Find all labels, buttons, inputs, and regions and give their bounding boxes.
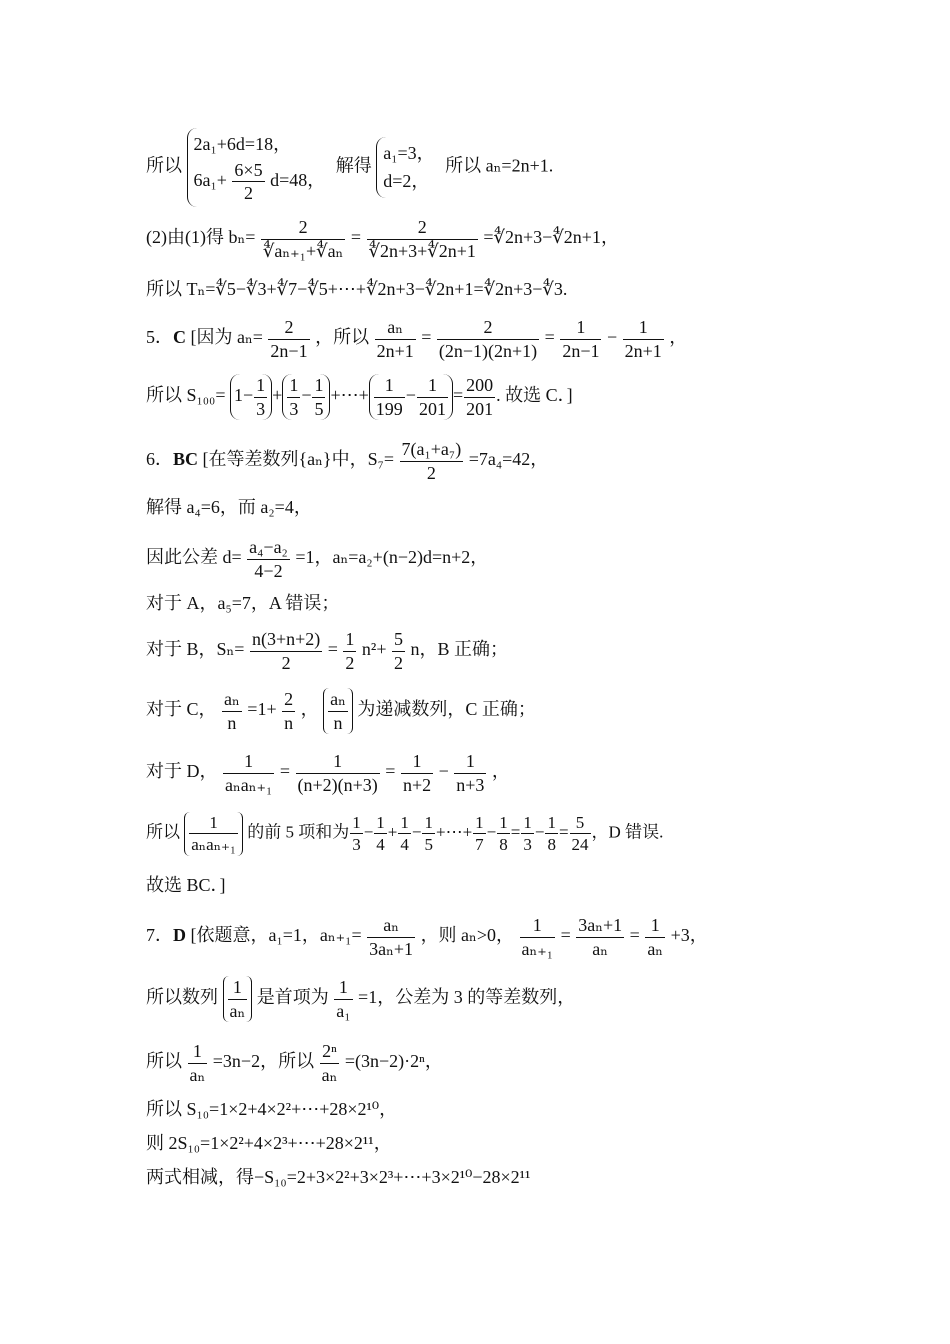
line-common-difference: [146, 536, 488, 582]
numerator: 1: [400, 813, 409, 832]
equation: 2a₁+6d=18，: [193, 134, 292, 154]
line-conclusion-6: 故选 BC．]: [146, 875, 226, 895]
denominator: n: [222, 711, 242, 735]
denominator: 8: [547, 835, 556, 855]
denominator: 4−2: [247, 559, 290, 583]
denominator: ∜2n+3+∜2n+1: [368, 240, 476, 261]
line-first-five-sum: [146, 812, 663, 856]
denominator: aₙ: [321, 1064, 338, 1085]
denominator: aₙ₊₁: [521, 938, 554, 959]
text: =∜2n+3−∜2n+1，: [483, 227, 619, 248]
line-question-7: [146, 914, 708, 960]
text: =: [544, 327, 555, 348]
fraction: [254, 374, 267, 420]
set-braces: [323, 688, 353, 734]
denominator: 2: [400, 461, 464, 485]
numerator: 1: [412, 751, 422, 771]
denominator: ∜aₙ₊₁+∜aₙ: [262, 240, 344, 261]
fraction: [223, 750, 274, 796]
set-braces: [184, 812, 243, 856]
line-general-term: [146, 1040, 443, 1086]
fraction: [188, 1040, 208, 1086]
numerator: 2ⁿ: [322, 1041, 337, 1061]
denominator: (2n−1)(2n+1): [438, 340, 538, 361]
fraction: [250, 628, 322, 674]
fraction: [400, 438, 464, 484]
denominator: n: [328, 711, 348, 735]
fraction: [282, 688, 295, 734]
fraction: [398, 812, 411, 856]
text: 是首项为: [256, 987, 329, 1008]
numerator: 1: [384, 375, 394, 395]
text: ，: [669, 327, 688, 348]
equation-system: [187, 128, 332, 207]
denominator: aₙaₙ₊₁: [191, 835, 236, 855]
line-bn-definition: [146, 216, 619, 262]
fraction: [401, 750, 433, 796]
denominator: 2n+1: [376, 340, 414, 361]
denominator: 2: [232, 181, 264, 205]
text: =1+: [247, 699, 277, 720]
text: =: [385, 761, 396, 782]
fraction: [312, 374, 325, 420]
fraction: [320, 1040, 340, 1086]
numerator: 2: [483, 317, 493, 337]
parenthesis-group: [282, 374, 330, 420]
numerator: 1: [376, 813, 385, 832]
fraction: [576, 914, 624, 960]
numerator: 1: [244, 751, 254, 771]
numerator: 1: [576, 317, 586, 337]
denominator: 3aₙ+1: [369, 938, 414, 959]
numerator: 1: [352, 813, 361, 832]
text: =: [629, 925, 640, 946]
numerator: 1: [424, 813, 433, 832]
numerator: a₄−a₂: [249, 537, 288, 557]
denominator: 2: [345, 652, 355, 673]
fraction: [645, 914, 665, 960]
denominator: 3: [289, 398, 299, 419]
text: +3，: [670, 925, 708, 946]
fraction: [247, 536, 290, 582]
denominator: aₙ: [229, 1000, 246, 1021]
text: −: [486, 822, 497, 842]
numerator: 3aₙ+1: [578, 915, 623, 935]
numerator: 1: [333, 751, 343, 771]
line-system-equations: [146, 128, 553, 207]
text: =: [558, 822, 569, 842]
numerator: 1: [256, 375, 266, 395]
equation: a₁=3，: [383, 142, 435, 163]
fraction: [228, 976, 248, 1022]
fraction: [350, 812, 363, 856]
question-number: 6．: [146, 449, 173, 470]
fraction: [375, 316, 416, 362]
denominator: aₙ: [647, 938, 664, 959]
numerator: 1: [314, 375, 324, 395]
numerator: 1: [547, 813, 556, 832]
numerator: 1: [427, 375, 437, 395]
denominator: aₙ: [576, 937, 624, 961]
parenthesis-group: [369, 374, 453, 420]
text: =: [421, 327, 432, 348]
solution-system: [376, 137, 440, 199]
text: =7a₄=42，: [468, 449, 549, 470]
numerator: 1: [289, 375, 299, 395]
text: −: [606, 327, 618, 348]
text: 因此公差 d=: [146, 547, 242, 568]
text: −: [411, 822, 422, 842]
denominator: 3: [523, 835, 532, 855]
denominator: 4: [400, 835, 409, 855]
line-question-5: [146, 316, 687, 362]
line-s100: [146, 374, 573, 420]
fraction: [296, 750, 380, 796]
text: [依题意，a₁=1，aₙ₊₁=: [190, 925, 362, 946]
fraction: [417, 374, 448, 420]
denominator: 2: [250, 651, 322, 675]
text: . 故选 C．]: [496, 385, 573, 406]
denominator: (n+2)(n+3): [297, 774, 378, 795]
numerator: 1: [650, 915, 660, 935]
fraction: [261, 216, 345, 262]
fraction: [454, 750, 486, 796]
text: =1，公差为 3 的等差数列，: [358, 987, 576, 1008]
text: −: [363, 822, 374, 842]
numerator: 1: [192, 1041, 202, 1061]
text: −: [534, 822, 545, 842]
text: 对于 B，Sₙ=: [146, 639, 245, 660]
fraction: [560, 316, 601, 362]
numerator: 7(a₁+a₇): [401, 439, 462, 459]
denominator: n+3: [456, 774, 485, 795]
denominator: 2: [393, 652, 403, 673]
text: =3n−2，所以: [212, 1051, 315, 1072]
text: ，: [300, 699, 319, 720]
denominator: 5: [424, 835, 433, 855]
line-subtraction: 两式相减，得−S₁₀=2+3×2²+3×2³+⋯+3×2¹⁰−28×2¹¹: [146, 1167, 531, 1187]
text: =1，aₙ=a₂+(n−2)d=n+2，: [295, 547, 489, 568]
fraction: [374, 812, 387, 856]
fraction: [623, 316, 664, 362]
denominator: n+2: [402, 774, 432, 795]
line-option-c: [146, 688, 536, 734]
line-tn-sum: 所以 Tₙ=∜5−∜3+∜7−∜5+⋯+∜2n+3−∜2n+1=∜2n+3−∜3.: [146, 279, 568, 299]
text: 所以数列: [146, 987, 218, 1008]
numerator: 1: [345, 629, 355, 649]
denominator: 4: [376, 835, 385, 855]
numerator: 6×5: [234, 159, 263, 180]
line-s10: 所以 S₁₀=1×2+4×2²+⋯+28×2¹⁰，: [146, 1099, 398, 1119]
fraction: [497, 812, 510, 856]
denominator: 7: [475, 835, 484, 855]
text: ，: [491, 761, 510, 782]
text: 所以: [146, 822, 180, 842]
text: +⋯+: [435, 822, 473, 842]
text: =: [452, 385, 464, 406]
text: −: [438, 761, 449, 782]
numerator: 1: [209, 813, 218, 832]
text: n，B 正确；: [410, 639, 508, 660]
numerator: n(3+n+2): [251, 629, 321, 649]
numerator: 1: [638, 317, 648, 337]
text: 解得: [335, 155, 372, 176]
text: 6a₁+: [193, 169, 227, 190]
fraction: [343, 628, 356, 674]
numerator: aₙ: [387, 317, 404, 337]
text: 为递减数列，C 正确；: [357, 699, 536, 720]
denominator: 5: [314, 398, 324, 419]
denominator: aₙaₙ₊₁: [225, 774, 273, 795]
line-solve-a4: 解得 a₄=6，而 a₂=4，: [146, 497, 312, 517]
text: 所以: [146, 155, 182, 176]
numerator: 1: [523, 813, 532, 832]
denominator: 199: [375, 398, 403, 419]
text: =: [560, 925, 571, 946]
denominator: 3: [352, 835, 361, 855]
numerator: 1: [499, 813, 508, 832]
fraction: [232, 159, 264, 205]
line-question-6: [146, 438, 548, 484]
text: −: [405, 385, 416, 406]
text: −: [301, 385, 312, 406]
answer-label: BC: [173, 449, 199, 470]
text: +: [272, 385, 283, 406]
text: 所以 S₁₀₀=: [146, 385, 226, 406]
fraction: [374, 374, 405, 420]
text: 对于 C，: [146, 699, 217, 720]
text: d=48，: [270, 169, 326, 190]
answer-label: C: [173, 327, 186, 348]
fraction: [520, 914, 556, 960]
line-option-d: [146, 750, 510, 796]
fraction: [367, 914, 415, 960]
numerator: 2: [284, 317, 294, 337]
text: =(3n−2)·2ⁿ，: [344, 1051, 443, 1072]
fraction: [222, 688, 242, 734]
denominator: 24: [571, 835, 589, 855]
numerator: aₙ: [383, 915, 399, 935]
numerator: aₙ: [330, 689, 346, 709]
line-option-a: 对于 A，a₅=7，A 错误；: [146, 593, 340, 613]
numerator: 2: [298, 217, 308, 237]
text: ，D 错误.: [591, 822, 664, 842]
fraction: [287, 374, 300, 420]
fraction: [334, 976, 352, 1022]
line-arithmetic-sequence: [146, 976, 575, 1022]
text: =: [350, 227, 361, 248]
text: +: [387, 822, 398, 842]
fraction: [521, 812, 534, 856]
text: ，则 aₙ>0，: [420, 925, 514, 946]
text: [在等差数列{aₙ}中，S₇=: [202, 449, 395, 470]
denominator: 201: [418, 398, 446, 419]
fraction: [422, 812, 435, 856]
denominator: 3: [256, 398, 266, 419]
numerator: 200: [466, 375, 494, 395]
text: 1−: [234, 385, 254, 406]
numerator: 5: [575, 813, 585, 832]
denominator: a₁: [336, 1000, 351, 1021]
numerator: 2: [417, 217, 427, 237]
denominator: 2n−1: [562, 340, 600, 361]
numerator: 1: [532, 915, 542, 935]
denominator: aₙ: [189, 1064, 206, 1085]
equation: d=2，: [383, 171, 430, 192]
fraction: [545, 812, 558, 856]
text: ，所以: [315, 327, 370, 348]
numerator: 1: [232, 977, 242, 997]
denominator: n: [284, 712, 294, 733]
text: =: [327, 639, 338, 660]
text: [因为 aₙ=: [190, 327, 263, 348]
numerator: aₙ: [224, 689, 240, 709]
fraction: [268, 316, 309, 362]
denominator: 8: [499, 835, 508, 855]
line-option-b: [146, 628, 508, 674]
question-number: 5．: [146, 327, 173, 348]
text: =: [510, 822, 521, 842]
fraction: [328, 688, 348, 734]
numerator: 1: [475, 813, 484, 832]
numerator: 1: [465, 751, 475, 771]
text: 对于 D，: [146, 761, 218, 782]
text: (2)由(1)得 bₙ=: [146, 227, 256, 248]
text: 所以 aₙ=2n+1.: [445, 155, 554, 176]
text: 的前 5 项和为: [247, 822, 350, 842]
denominator: 2n+1: [624, 340, 662, 361]
text: =: [279, 761, 290, 782]
numerator: 5: [393, 629, 403, 649]
fraction: [464, 374, 495, 420]
numerator: 2: [284, 689, 294, 709]
fraction: [189, 812, 238, 856]
answer-label: D: [173, 925, 186, 946]
numerator: 1: [338, 977, 348, 997]
line-2s10: 则 2S₁₀=1×2²+4×2³+⋯+28×2¹¹，: [146, 1133, 392, 1153]
fraction: [367, 216, 478, 262]
text: n²+: [361, 639, 387, 660]
question-number: 7．: [146, 925, 173, 946]
set-braces: [223, 976, 253, 1022]
fraction: [570, 812, 591, 856]
fraction: [437, 316, 539, 362]
text: 所以: [146, 1051, 182, 1072]
denominator: 2n−1: [270, 340, 308, 361]
equation: [194, 159, 326, 205]
parenthesis-group: [230, 374, 272, 420]
fraction: [473, 812, 486, 856]
fraction: [392, 628, 405, 674]
denominator: 201: [466, 398, 494, 419]
text: +⋯+: [330, 385, 369, 406]
